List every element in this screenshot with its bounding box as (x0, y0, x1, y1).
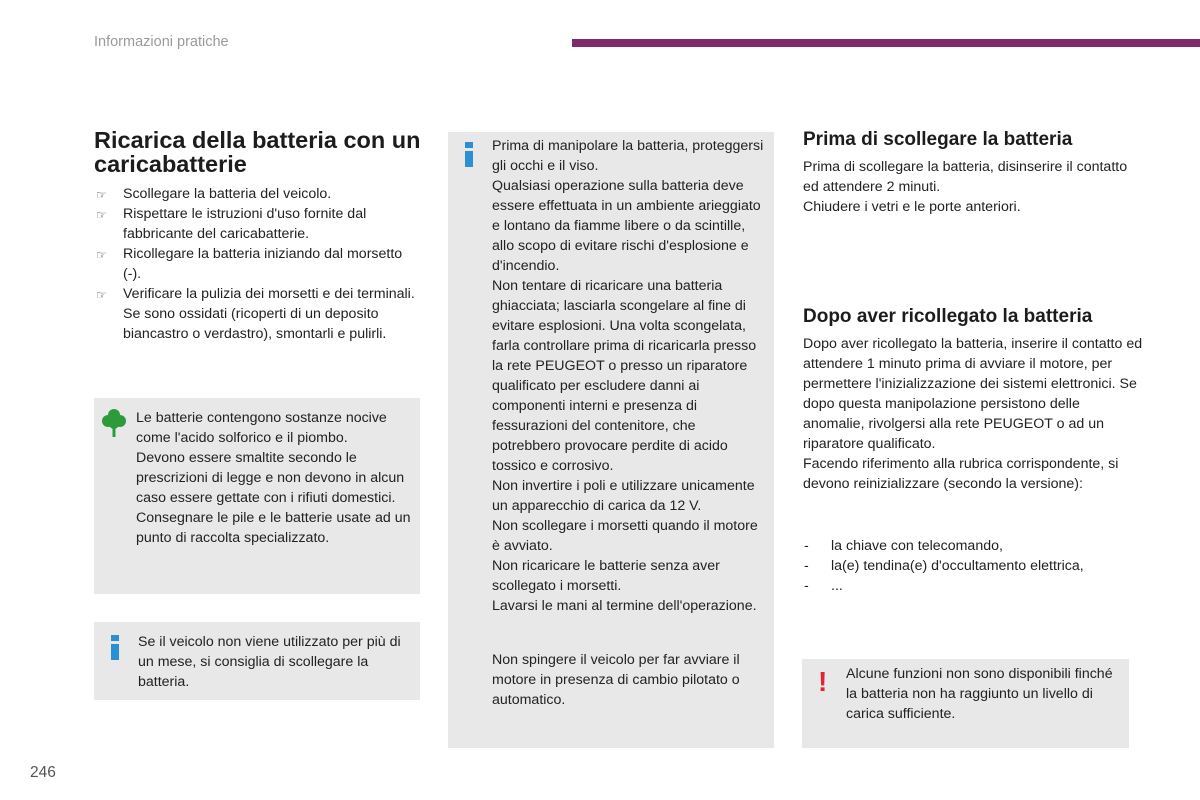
recycle-text-2: Devono essere smaltite secondo le prescrizioni di legge e non devono in alcun caso essere gettate con i rifiuti domestici. (136, 450, 405, 506)
recycle-text-3: Consegnare le pile e le batterie usate ad un punto di raccolta specializzato. (136, 510, 411, 546)
pointing-hand-icon: ☞ (96, 248, 107, 262)
list-item: ☞ Ricollegare la batteria iniziando dal morsetto (-). (96, 246, 403, 282)
before-disconnect-text: Prima di scollegare la batteria, disinserire il contatto ed attendere 2 minuti. Chiudere i vetri e le porte anteriori. (803, 159, 1128, 215)
page-number: 246 (30, 764, 56, 781)
safety-info-box (448, 132, 774, 748)
heading-before-disconnect: Prima di scollegare la batteria (803, 129, 1073, 150)
exclamation-icon: ! (818, 666, 828, 697)
reinit-list (803, 536, 1143, 596)
pointing-hand-icon: ☞ (96, 188, 107, 202)
list-item: - ... (804, 578, 843, 594)
recycle-note-box (94, 398, 420, 594)
section-header: Informazioni pratiche (94, 34, 229, 50)
safety-paragraph-last: Non spingere il veicolo per far avviare il motore in presenza di cambio pilotato o automatico. (492, 652, 740, 708)
safety-paragraph: Non invertire i poli e utilizzare unicamente un apparecchio di carica da 12 V. (492, 478, 755, 514)
heading-after-reconnect: Dopo aver ricollegato la batteria (803, 306, 1093, 327)
header-accent-bar (572, 39, 1200, 47)
steps-list (94, 184, 424, 344)
safety-paragraph: Non scollegare i morsetti quando il motore è avviato. (492, 518, 758, 554)
info-note-text: Se il veicolo non viene utilizzato per più di un mese, si consiglia di scollegare la batteria. (138, 634, 401, 690)
recycle-text-1: Le batterie contengono sostanze nocive come l'acido solforico e il piombo. (136, 410, 387, 446)
list-item: ☞ Verificare la pulizia dei morsetti e dei terminali. Se sono ossidati (ricoperti di un deposito biancastro o verdastro), smontarli e pulirli. (96, 286, 415, 342)
list-item: - la(e) tendina(e) d'occultamento elettrica, (804, 558, 1084, 574)
safety-paragraph: Non tentare di ricaricare una batteria ghiacciata; lasciarla scongelare al fine di evitare esplosioni. Una volta scongelata, farla controllare prima di ricaricarla presso la rete PEUGEOT o presso un riparatore qualificato per escludere danni ai componenti interni e presenza di fessurazioni del contenitore, che potrebbero provocare perdite di acido tossico e corrosivo. (492, 278, 757, 474)
page-title: Ricarica della batteria con un caricabatterie (94, 127, 421, 177)
list-item: - la chiave con telecomando, (804, 538, 1003, 554)
pointing-hand-icon: ☞ (96, 208, 107, 222)
info-note-box (94, 622, 420, 700)
pointing-hand-icon: ☞ (96, 288, 107, 302)
safety-paragraph: Qualsiasi operazione sulla batteria deve essere effettuata in un ambiente arieggiato e lontano da fiamme libere o da scintille, allo scopo di evitare rischi d'esplosione e d'incendio. (492, 178, 761, 274)
warning-note-box (802, 659, 1129, 748)
list-item: ☞ Scollegare la batteria del veicolo. (94, 184, 424, 204)
safety-paragraph: Lavarsi le mani al termine dell'operazione. (492, 598, 757, 614)
list-item: ☞ Rispettare le istruzioni d'uso fornite dal fabbricante del caricabatterie. (96, 206, 367, 242)
safety-paragraph: Prima di manipolare la batteria, proteggersi gli occhi e il viso. (492, 138, 764, 174)
after-reconnect-text: Dopo aver ricollegato la batteria, inserire il contatto ed attendere 1 minuto prima di avviare il motore, per permettere l'inizializzazione dei sistemi elettronici. Se dopo questa manipolazione persistono delle anomalie, rivolgersi alla rete PEUGEOT o ad un riparatore qualificato. Facendo riferimento alla rubrica corrispondente, si devono reinizializzare (secondo la versione): (803, 336, 1143, 492)
clover-recycle-icon (102, 408, 126, 438)
safety-paragraph: Non ricaricare le batterie senza aver scollegato i morsetti. (492, 558, 720, 594)
warning-note-text: Alcune funzioni non sono disponibili finché la batteria non ha raggiunto un livello di carica sufficiente. (846, 666, 1113, 722)
